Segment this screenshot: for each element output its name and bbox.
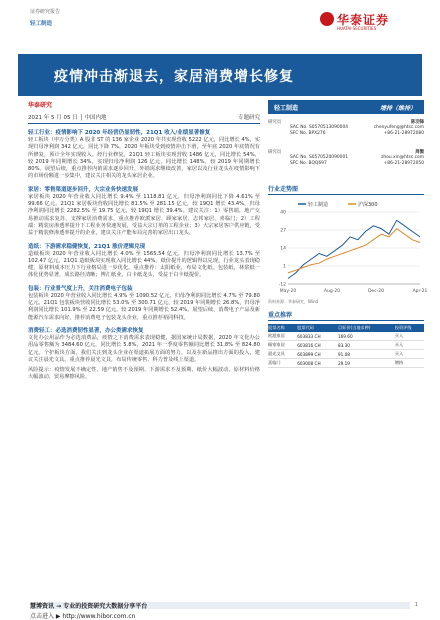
section-3-body: 造纸板块 2020 年营业收入同比增长 4.0% 至 1565.54 亿元，归母净利润同比增长 13.7% 至 102.47 亿元。21Q1 造纸板块实现收入同比增长 44%。纸价提升的逻辑得以兑现，行业龙头表现稳健，原材料成本压力下行业格局进一步优化。重点推荐：太阳纸业，布局文化纸、包装纸，林浆纸一体化优势显著，成长路径清晰；博汇纸业，白卡纸龙头，受益于白卡纸提价。: [28, 250, 260, 279]
section-5-head: 消费轻工：必选消费韧性显著，办公类需求恢复: [28, 327, 144, 334]
stock-rating: 买入: [395, 332, 424, 341]
trend-chart: [268, 198, 428, 298]
date-row: [28, 113, 260, 124]
stock-target: 83.30: [338, 341, 395, 350]
legend-label: 沪深300: [358, 202, 378, 208]
analyst-role: 研究员: [268, 150, 282, 155]
section-3-head: 造纸：下游需求稳健恢复，21Q1 涨价逻辑兑现: [28, 243, 146, 250]
col-header: 股票代码: [297, 324, 338, 332]
sector-tag: 轻工制造: [30, 21, 53, 27]
stock-target: 169.60: [338, 332, 395, 341]
stock-rating: 增持: [395, 359, 424, 368]
analyst-role: 研究员: [268, 120, 282, 125]
org-name: 华泰研究: [28, 102, 53, 109]
title-banner: [18, 54, 422, 96]
logo-en: HUATAI SECURITIES: [337, 26, 377, 31]
series-line: [288, 229, 420, 273]
y-tick-label: 1: [283, 264, 286, 270]
doc-type: 证券研究报告: [30, 9, 61, 15]
huatai-logo: [320, 8, 420, 36]
stock-code: 603833 CH: [297, 332, 338, 341]
report-date: 2021 年 5 月 05 日 │ 中国内地: [28, 115, 107, 121]
col-header: 股票名称: [268, 324, 297, 332]
section-1-head: 轻工行业：疫情影响下 2020 年经营仍显韧性，21Q1 收入/业绩显著修复: [28, 130, 211, 136]
trend-chart-svg: [268, 198, 428, 298]
table-row: [268, 332, 424, 341]
report-title: 疫情冲击渐退去，家居消费增长修复: [54, 69, 294, 85]
table-row: [268, 341, 424, 350]
logo-cn: 华泰证券: [337, 13, 390, 27]
analyst-sfc: SFC No. BPX276: [290, 131, 326, 136]
section-2-body: 家居板块 2020 年营业收入同比增长 9.4% 至 1118.81 亿元，归母净利润同比下降 4.61% 至 99.66 亿元。21Q1 家居板块营收同比增长 81.5% 至 281.15 亿元，较 19Q1 增长 43.4%，归母净利润同比增长 2282.5% 至 19.75 亿元，较 19Q1 增长 39.4%。建议关注：1）零售端，地产交易推动需求复苏，支撑家居消费需求，重点推荐欧派家居、顾家家居、志邦家居、喜临门；2）工程端：精装房渗透率提升下工程业务快速发展，受益大宗订单的工程企业；3）大宗家居客户供应链，受益于精装修渗透率提升的企业，建议关注产能布局完善的家居出口龙头。: [28, 193, 260, 237]
trend-title: 行业走势图: [268, 184, 424, 195]
main-column: [28, 100, 260, 382]
legend-label: 轻工制造: [308, 202, 329, 208]
section-4-head: 包装：行业景气度上升，关注消费电子包装: [28, 285, 133, 292]
analyst-name: 周衡: [415, 150, 424, 155]
stock-table-header: [268, 324, 424, 332]
section-4-body: 包装板块 2020 年营业收入同比增长 4.9% 至 1090.52 亿元，归母净利润同比增长 4.7% 至 79.80 亿元。21Q1 包装板块营收同比增长 53.0% 至 300.71 亿元，较 2019 年同期增长 26.8%，归母净利润同比增长 101.9% 至 22.59 亿元，较 2019 年同期增长 52.4%。展望后续，消费电子产品及新能源汽车需求向好，推荐消费电子包装龙头企业，重点推荐裕同科技。: [28, 292, 260, 321]
y-tick-label: 14: [280, 246, 286, 252]
stock-rating: 买入: [395, 341, 424, 350]
stock-code: 603008 CH: [297, 359, 338, 368]
sector-name: 轻工制造: [274, 105, 299, 112]
analyst-email[interactable]: chenyufeng@htsc.com: [373, 125, 424, 130]
analyst-sfc: SFC No. BQQ697: [290, 161, 327, 166]
analyst-sac: SAC No. S0570513090004: [290, 125, 349, 130]
section-1-body: 轻工板块（申万分类）A 股非 ST 的 136 家企业 2020 年共实现营收 5222 亿元，同比增长 4%，实现归母净利润 342 亿元，同比下降 7%。2020 年板块受到疫情冲击下滑，至年底 2020 年底情况有所修复，预计全年实现收入。经行业修复，21Q1 轻工板块实现营收 1486 亿元，同比增长 54%，较 2019 年同期增长 34%，实现归母净利润 126 亿元，同比增长 148%，较 2019 年同期增长 80%。展望后续，重点推荐内销需求逐步回升，外销需求继续改善，家居以及行业龙头在疫情影响下的市场份额进一步集中，建议关注相关的龙头家居企业。: [28, 137, 260, 180]
col-header: 投资评级: [395, 324, 424, 332]
footer: [0, 600, 440, 620]
analyst-name: 陈羽锋: [410, 120, 424, 125]
stock-target: 91.08: [338, 350, 395, 359]
stock-table: [268, 324, 424, 368]
logo-icon: [320, 12, 334, 26]
x-tick-label: Apr-21: [412, 289, 428, 294]
rating: 增持（维持）: [379, 105, 416, 112]
stock-code: 603816 CH: [297, 341, 338, 350]
report-type: 专题研究: [237, 115, 260, 121]
analyst-block-1: [268, 119, 424, 149]
table-row: [268, 350, 424, 359]
stocks-title: 重点推荐: [268, 310, 424, 321]
page-number: 1: [414, 602, 418, 608]
chart-source: 资料来源：华泰研究，Wind: [268, 299, 319, 304]
stock-rating: 买入: [395, 350, 424, 359]
analyst-block-2: [268, 149, 424, 179]
stock-name: 欧派家居: [268, 332, 297, 341]
y-tick-label: 40: [280, 210, 286, 216]
stock-code: 603899 CH: [297, 350, 338, 359]
footer-ad[interactable]: 慧博资讯 → 专业的投资研究大数据分享平台: [30, 603, 148, 610]
stock-target: 29.19: [338, 359, 395, 368]
stock-name: 晨光文具: [268, 350, 297, 359]
analyst-phone: +86-21-28972050: [383, 161, 424, 166]
y-tick-label: 27: [280, 228, 286, 234]
risk-note: 风险提示：疫情发展不确定性、地产销售不及预期、下游需求不及预期、纸价大幅波动、原材料价格大幅波动、贸易摩擦风险。: [28, 367, 260, 381]
table-row: [268, 359, 424, 368]
analyst-sac: SAC No. S0570520090001: [290, 155, 349, 160]
analyst-email[interactable]: zhou.xin@htsc.com: [381, 155, 424, 160]
section-5-body: 文化办公用品作为必选消费品，疫情之下消费需求表现稳健，据国家统计局数据，2020 年文化办公用品零售额为 3484.60 亿元，同比增长 5.8%，2021 年一季度零售额同比增长 31.8% 至 824.80 亿元。个护板块方面，我们关注到龙头企业在渠道拓展方面的努力，以及在新品推出方面的投入，建议关注晨光文具。重点推荐晨光文具，布局传统零售、科力普及线上渠道。: [28, 334, 260, 363]
x-tick-label: Dec-20: [367, 289, 385, 294]
stock-name: 顾家家居: [268, 341, 297, 350]
stock-name: 喜临门: [268, 359, 297, 368]
analyst-phone: +86-21-28972080: [383, 131, 424, 136]
footer-download-link[interactable]: 点击进入 ▶ http://www.hibor.com.cn: [30, 613, 136, 620]
x-tick-label: Aug-20: [323, 289, 341, 294]
col-header: 目标价(当地币种): [338, 324, 395, 332]
section-2-head: 家居：零售渠道逐步回升，大宗业务快速发展: [28, 186, 139, 193]
x-tick-label: May-20: [279, 289, 297, 294]
side-column: [268, 100, 428, 368]
y-tick-label: -12: [278, 282, 286, 288]
rating-box: [268, 100, 424, 114]
